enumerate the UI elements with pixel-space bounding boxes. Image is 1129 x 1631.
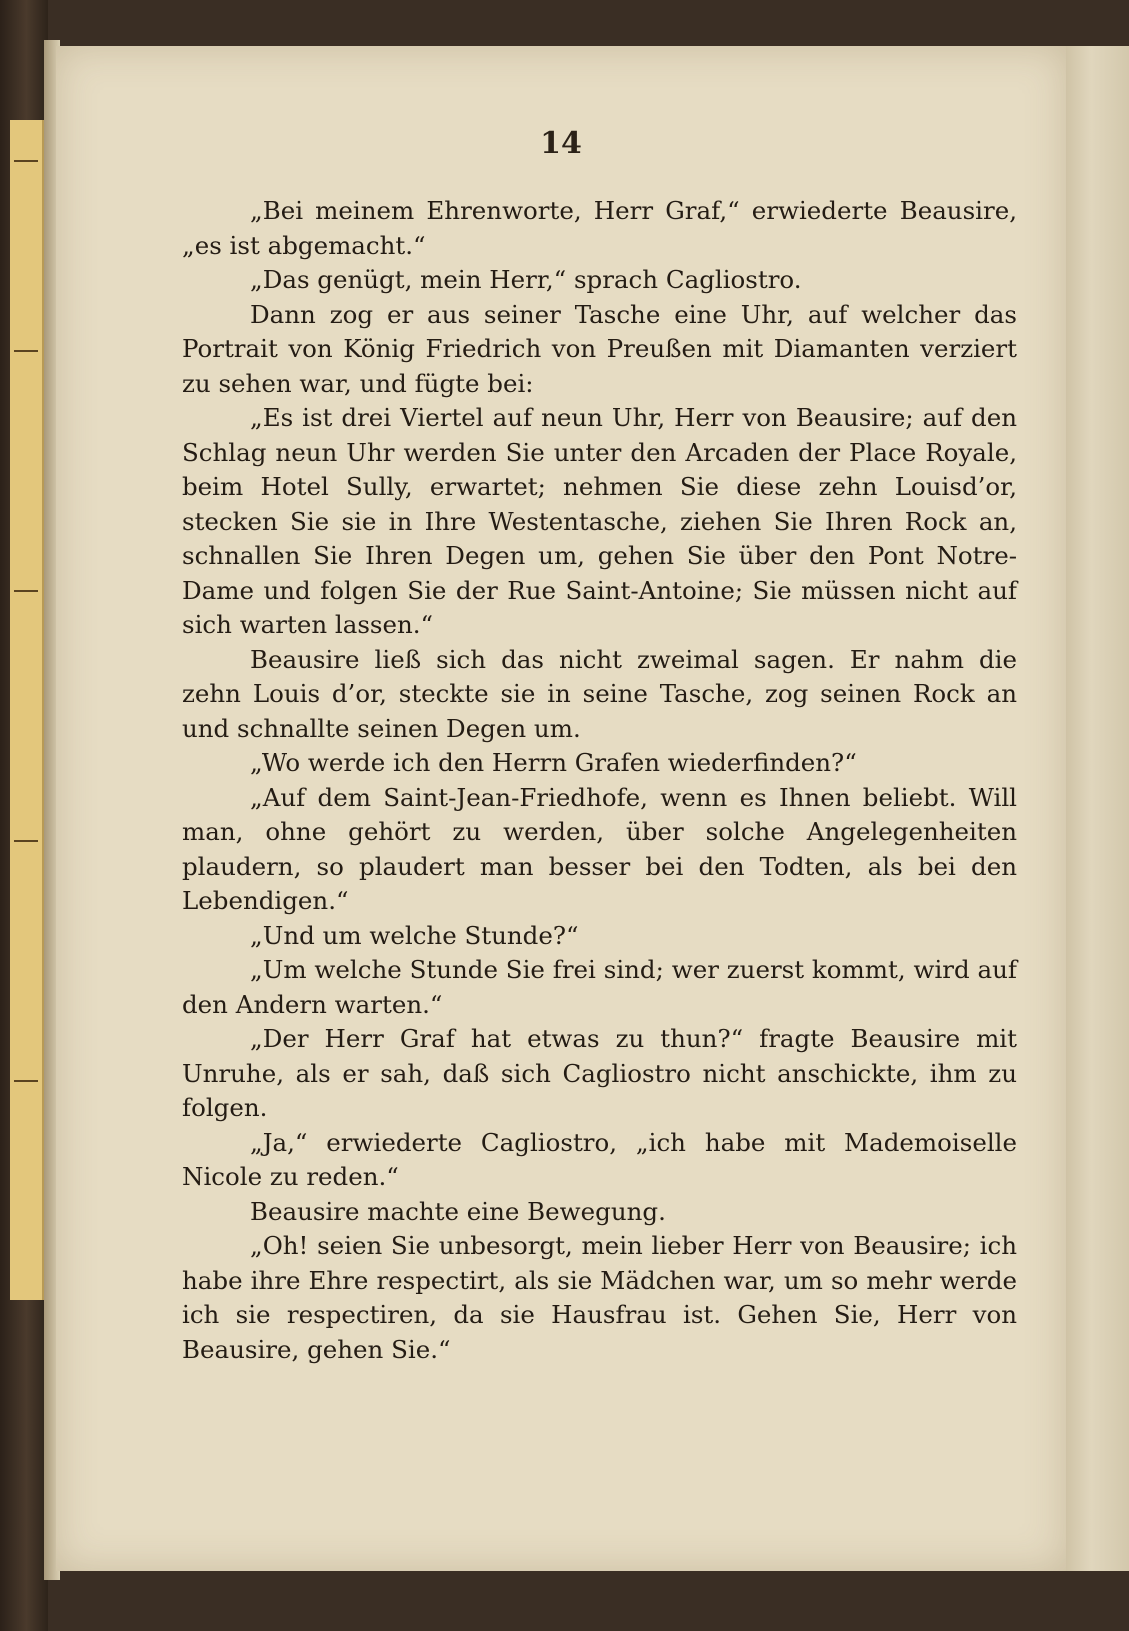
facing-page-edge — [1066, 46, 1129, 1571]
spine-ornament — [14, 590, 38, 592]
page-number: 14 — [540, 126, 582, 161]
paragraph: „Der Herr Graf hat etwas zu thun?“ fragte Beausire mit Unruhe, als er sah, daß sich Cagliostro nicht anschickte, ihm zu folgen. — [182, 1024, 1017, 1122]
paragraph: „Ja,“ erwiederte Cagliostro, „ich habe mit Mademoiselle Nicole zu reden.“ — [182, 1127, 1017, 1191]
spine-label — [10, 120, 44, 1300]
paragraph: „Das genügt, mein Herr,“ sprach Cagliostro. — [250, 265, 802, 294]
spine-ornament — [14, 160, 38, 162]
paragraph: „Wo werde ich den Herrn Grafen wiederfinden?“ — [250, 748, 857, 777]
paragraph: Dann zog er aus seiner Tasche eine Uhr, auf welcher das Portrait von König Friedrich von Preußen mit Diamanten verziert zu sehen war, und fügte bei: — [182, 299, 1017, 398]
paragraph: „Es ist drei Viertel auf neun Uhr, Herr von Beausire; auf den Schlag neun Uhr werden Sie unter den Arcaden der Place Royale, beim Hotel Sully, erwartet; nehmen Sie diese zehn Louisd’or, stecken Sie sie in Ihre Westentasche, ziehen Sie Ihren Rock an, schnallen Sie Ihren Degen um, gehen Sie über den Pont Notre-Dame und folgen Sie der Rue Saint-Antoine; Sie müssen nicht auf sich warten lassen.“ — [182, 403, 1017, 639]
paragraph: Beausire ließ sich das nicht zweimal sagen. Er nahm die zehn Louis d’or, steckte sie in seine Tasche, zog seinen Rock an und schnallte seinen Degen um. — [182, 644, 1017, 743]
spine-ornament — [14, 350, 38, 352]
body-text — [182, 194, 1017, 1367]
spine-ornament — [14, 1080, 38, 1082]
paragraph: „Bei meinem Ehrenworte, Herr Graf,“ erwiederte Beausire, „es ist abgemacht.“ — [182, 196, 1017, 260]
paragraph: „Auf dem Saint-Jean-Friedhofe, wenn es Ihnen beliebt. Will man, ohne gehört zu werden, über solche Angelegenheiten plaudern, so plaudert man besser bei den Todten, als bei den Lebendigen.“ — [182, 782, 1017, 915]
paragraph: „Und um welche Stunde?“ — [250, 920, 579, 950]
paragraph: „Oh! seien Sie unbesorgt, mein lieber Herr von Beausire; ich habe ihre Ehre respectirt, als sie Mädchen war, um so mehr werde ich sie respectiren, da sie Hausfrau ist. Gehen Sie, Herr von Beausire, gehen Sie.“ — [182, 1231, 1017, 1364]
paragraph: Beausire machte eine Bewegung. — [250, 1196, 666, 1226]
book-page — [56, 46, 1066, 1571]
spine-ornament — [14, 840, 38, 842]
paragraph: „Um welche Stunde Sie frei sind; wer zuerst kommt, wird auf den Andern warten.“ — [182, 955, 1017, 1019]
